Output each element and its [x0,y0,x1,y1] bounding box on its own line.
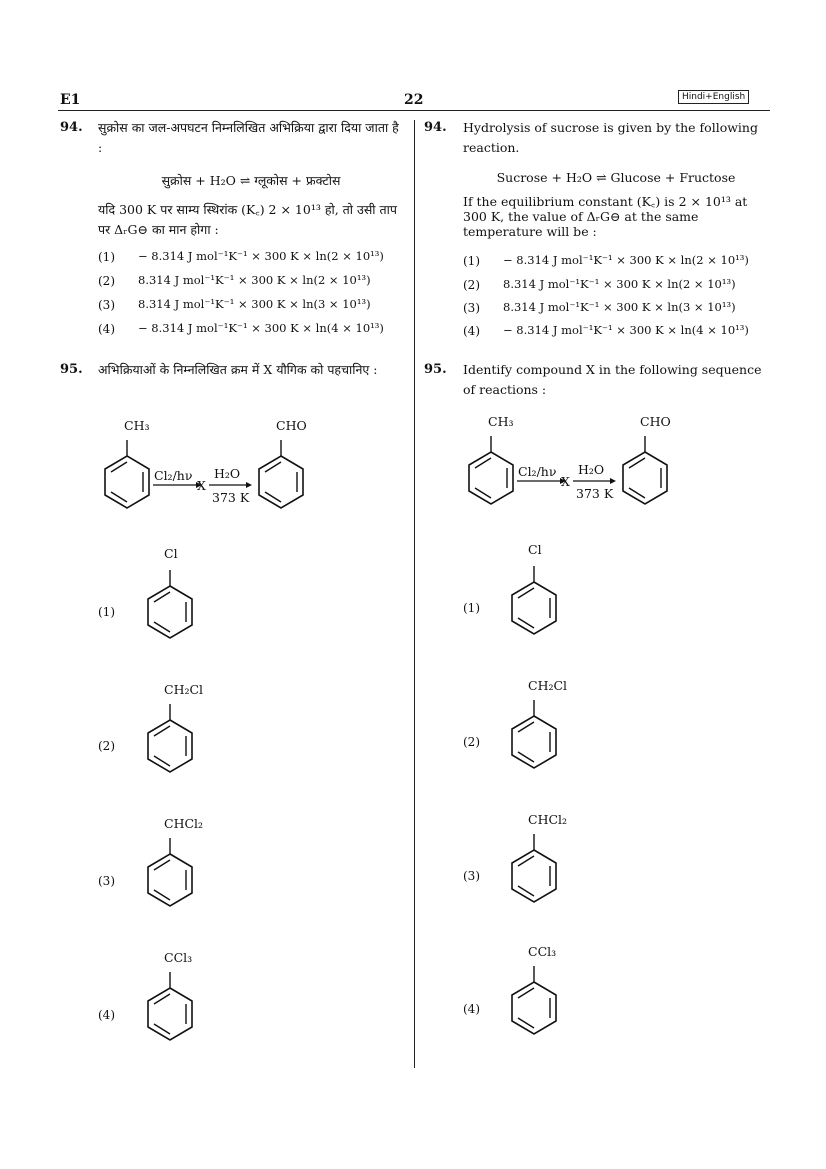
svg-text:CCl₃: CCl₃ [528,944,557,959]
english-q94-text: Hydrolysis of sucrose is given by the following reaction. [463,120,758,155]
hindi-q95-text: अभिक्रियाओं के निम्नलिखित क्रम में X यौगिक को पहचानिए : [98,362,378,377]
reagent-2-bottom-label: 373 K [212,490,250,505]
benzotrichloride-icon [512,966,556,1034]
benzyl-chloride-icon [512,700,556,768]
benzene-toluene-icon [469,436,513,504]
hindi-q94-option-1[interactable]: − 8.314 J mol⁻¹K⁻¹ × 300 K × ln(2 × 10¹³) [138,249,384,263]
svg-text:Cl: Cl [164,546,178,561]
hindi-reaction-scheme [96,414,326,524]
chlorobenzene-icon [512,566,556,634]
hindi-q94-equation: सुक्रोस + H₂O ⇌ ग्लूकोस + फ्रक्टोस [161,173,341,188]
hindi-q94-number: 94. [60,120,83,135]
reagent-2-top-label: H₂O [214,466,241,481]
hindi-q95-option-1-structure[interactable] [138,544,208,644]
benzotrichloride-icon [148,972,192,1040]
english-q94-option-2[interactable]: 8.314 J mol⁻¹K⁻¹ × 300 K × ln(2 × 10¹³) [503,277,736,291]
benzal-chloride-icon [148,838,192,906]
intermediate-x-label: X [197,478,206,493]
english-q95-option-3-num: (3) [463,869,480,883]
hindi-q94-option-4-num: (4) [98,322,115,336]
svg-text:CH₂Cl: CH₂Cl [528,678,568,693]
hindi-q94-text: सुक्रोस का जल-अपघटन निम्नलिखित अभिक्रिया द्वारा दिया जाता है : [98,120,399,155]
page-number: 22 [404,92,424,108]
english-q95-number: 95. [424,362,447,377]
hindi-q94-option-1-num: (1) [98,250,115,264]
english-q94-text2: If the equilibrium constant (K꜀) is 2 × 10¹³ at 300 K, the value of ΔᵣG⊖ at the same temperature will be : [463,194,748,239]
english-q94-option-4-num: (4) [463,324,480,338]
benzal-chloride-icon [512,834,556,902]
hindi-q94-option-3-num: (3) [98,298,115,312]
hindi-q94-option-2-num: (2) [98,274,115,288]
english-q94-option-1-num: (1) [463,254,480,268]
benzene-toluene-icon [105,440,149,508]
english-q95-option-3-structure[interactable] [502,808,582,908]
product-group-label: CHO [640,414,671,429]
english-q94-option-4[interactable]: − 8.314 J mol⁻¹K⁻¹ × 300 K × ln(4 × 10¹³) [503,323,749,337]
toluene-group-label: CH₃ [124,418,150,433]
hindi-q95-number: 95. [60,362,83,377]
hindi-q94-option-3[interactable]: 8.314 J mol⁻¹K⁻¹ × 300 K × ln(3 × 10¹³) [138,297,371,311]
hindi-q95-option-1-num: (1) [98,605,115,619]
english-q94-option-3-num: (3) [463,301,480,315]
column-divider [414,120,415,1068]
hindi-q95-option-2-num: (2) [98,739,115,753]
paper-code: E1 [60,92,81,108]
hindi-q95-option-4-structure[interactable] [138,946,218,1046]
reagent-2-top-label: H₂O [578,462,605,477]
english-reaction-scheme [460,410,690,520]
svg-text:CCl₃: CCl₃ [164,950,193,965]
english-q94-option-1[interactable]: − 8.314 J mol⁻¹K⁻¹ × 300 K × ln(2 × 10¹³) [503,253,749,267]
svg-text:Cl: Cl [528,542,542,557]
english-q95-option-1-structure[interactable] [502,540,572,640]
product-group-label: CHO [276,418,307,433]
english-q95-option-4-structure[interactable] [502,940,582,1040]
toluene-group-label: CH₃ [488,414,514,429]
reagent-2-bottom-label: 373 K [576,486,614,501]
hindi-q94-option-4[interactable]: − 8.314 J mol⁻¹K⁻¹ × 300 K × ln(4 × 10¹³) [138,321,384,335]
english-q95-option-1-num: (1) [463,601,480,615]
reagent-1-label: Cl₂/hν [154,468,193,483]
arrow-2-icon [246,482,252,488]
language-badge: Hindi+English [678,90,749,104]
intermediate-x-label: X [561,474,570,489]
hindi-q95-option-3-structure[interactable] [138,812,218,912]
reagent-1-label: Cl₂/hν [518,464,557,479]
hindi-q95-option-2-structure[interactable] [138,678,218,778]
english-q95-option-2-structure[interactable] [502,674,582,774]
svg-text:CHCl₂: CHCl₂ [528,812,568,827]
english-q94-option-3[interactable]: 8.314 J mol⁻¹K⁻¹ × 300 K × ln(3 × 10¹³) [503,300,736,314]
hindi-q94-text2: यदि 300 K पर साम्य स्थिरांक (K꜀) 2 × 10¹³ हो, तो उसी ताप पर ΔᵣG⊖ का मान होगा : [98,202,397,237]
hindi-q95-option-4-num: (4) [98,1008,115,1022]
hindi-q94-option-2[interactable]: 8.314 J mol⁻¹K⁻¹ × 300 K × ln(2 × 10¹³) [138,273,371,287]
english-q94-number: 94. [424,120,447,135]
benzyl-chloride-icon [148,704,192,772]
header-rule [58,110,770,111]
svg-text:CH₂Cl: CH₂Cl [164,682,204,697]
english-q94-option-2-num: (2) [463,278,480,292]
english-q94-equation: Sucrose + H₂O ⇌ Glucose + Fructose [496,170,736,185]
english-q95-option-2-num: (2) [463,735,480,749]
english-q95-text: Identify compound X in the following sequence of reactions : [463,362,762,397]
english-q95-option-4-num: (4) [463,1002,480,1016]
benzaldehyde-icon [259,440,303,508]
svg-text:CHCl₂: CHCl₂ [164,816,204,831]
hindi-q95-option-3-num: (3) [98,874,115,888]
chlorobenzene-icon [148,570,192,638]
benzaldehyde-icon [623,436,667,504]
arrow-2-icon [610,478,616,484]
